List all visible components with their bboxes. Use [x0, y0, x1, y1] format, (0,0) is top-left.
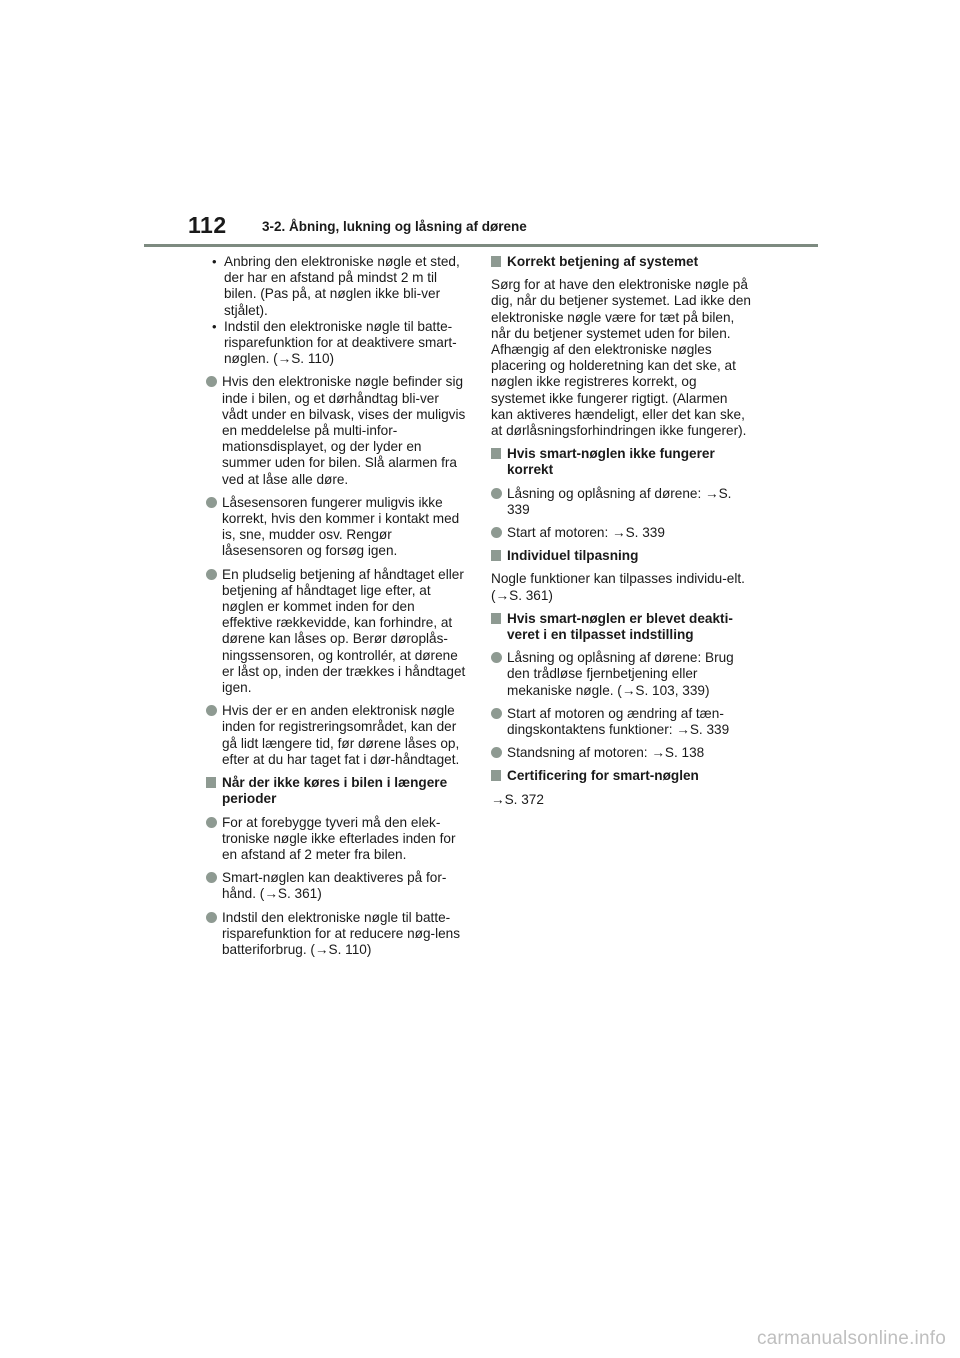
list-item: Låsning og oplåsning af dørene: →S. 339 — [491, 486, 753, 518]
list-item: Indstil den elektroniske nøgle til batte-risparefunktion for at reducere nøg-lens batteriforbrug. (→S. 110) — [206, 910, 468, 959]
list-item: Hvis den elektroniske nøgle befinder sig inde i bilen, og et dørhåndtag bli-ver vådt under en bilvask, vises der muligvis en meddelelse på multi-infor-mationsdisplayet, og der lyder en summer uden for bilen. Slå alarmen fra ved at låse alle døre. — [206, 374, 468, 487]
subheading: Korrekt betjening af systemet — [491, 254, 753, 270]
dot-bullet-icon — [206, 374, 222, 487]
subheading: Hvis smart-nøglen ikke fungerer korrekt — [491, 446, 753, 478]
list-item: Hvis der er en anden elektronisk nøgle inden for registreringsområdet, kan der gå lidt længere tid, før dørene låses op, efter at du har taget fat i dør-håndtaget. — [206, 703, 468, 768]
dot-bullet-icon — [491, 706, 507, 738]
bullet-icon: • — [212, 254, 217, 269]
list-item: • Anbring den elektroniske nøgle et sted, der har en afstand på mindst 2 m til bilen. (Pas på, at nøglen ikke bli-ver stjålet). — [206, 254, 468, 319]
dot-bullet-icon — [491, 650, 507, 699]
header-rule — [144, 244, 818, 247]
list-item: For at forebygge tyveri må den elek-troniske nøgle ikke efterlades inden for en afstand af 2 meter fra bilen. — [206, 815, 468, 864]
square-bullet-icon — [491, 768, 507, 784]
paragraph: →S. 372 — [491, 791, 544, 807]
left-column — [206, 254, 468, 965]
list-item: Start af motoren: →S. 339 — [491, 525, 753, 541]
list-item: Smart-nøglen kan deaktiveres på for-hånd. (→S. 361) — [206, 870, 468, 902]
dot-bullet-icon — [206, 495, 222, 560]
list-item: • Indstil den elektroniske nøgle til batte-risparefunktion for at deaktivere smart-nøglen. (→S. 110) — [206, 319, 468, 368]
subheading: Hvis smart-nøglen er blevet deakti-veret i en tilpasset indstilling — [491, 611, 753, 643]
dot-bullet-icon — [491, 745, 507, 761]
dot-bullet-icon — [491, 525, 507, 541]
square-bullet-icon — [491, 611, 507, 643]
dot-bullet-icon — [206, 870, 222, 902]
right-column — [491, 254, 753, 815]
square-bullet-icon — [491, 254, 507, 270]
list-item: Låsning og oplåsning af dørene: Brug den trådløse fjernbetjening eller mekaniske nøgle. (→S. 103, 339) — [491, 650, 753, 699]
subheading: Individuel tilpasning — [491, 548, 753, 564]
bullet-icon: • — [212, 318, 217, 334]
square-bullet-icon — [491, 548, 507, 564]
watermark-text: carmanualsonline.info — [756, 1328, 946, 1349]
subheading: Når der ikke køres i bilen i længere perioder — [206, 775, 468, 807]
square-bullet-icon — [206, 775, 222, 807]
paragraph: Afhængig af den elektroniske nøgles placering og holderetning kan det ske, at nøglen ikke registreres korrekt, og systemet ikke fungerer rigtigt. (Alarmen kan aktiveres hændeligt, eller det kan ske, at dørlåsningsforhindringen ikke fungerer). — [491, 342, 747, 439]
page-number: 112 — [188, 212, 227, 238]
list-item: Start af motoren og ændring af tæn-dingskontaktens funktioner: →S. 339 — [491, 706, 753, 738]
paragraph: Nogle funktioner kan tilpasses individu-elt. (→S. 361) — [491, 571, 745, 603]
section-title: 3-2. Åbning, lukning og låsning af dørene — [262, 219, 527, 234]
dot-bullet-icon — [206, 703, 222, 768]
list-item: En pludselig betjening af håndtaget eller betjening af håndtaget lige efter, at nøglen er kommet inden for den effektive rækkevidde, kan forhindre, at dørene kan låses op. Berør døroplås-ningssensoren, og kontrollér, at dørene er låst op, inden der trækkes i håndtaget igen. — [206, 567, 468, 697]
list-item: Standsning af motoren: →S. 138 — [491, 745, 753, 761]
square-bullet-icon — [491, 446, 507, 478]
dot-bullet-icon — [491, 486, 507, 518]
subheading: Certificering for smart-nøglen — [491, 768, 753, 784]
list-item: Låsesensoren fungerer muligvis ikke korrekt, hvis den kommer i kontakt med is, sne, mudder osv. Rengør låsesensoren og forsøg igen. — [206, 495, 468, 560]
paragraph: Sørg for at have den elektroniske nøgle på dig, når du betjener systemet. Lad ikke den elektroniske nøgle være for tæt på bilen, når du betjener systemet uden for bilen. — [491, 277, 751, 341]
dot-bullet-icon — [206, 815, 222, 864]
dot-bullet-icon — [206, 910, 222, 959]
dot-bullet-icon — [206, 567, 222, 697]
